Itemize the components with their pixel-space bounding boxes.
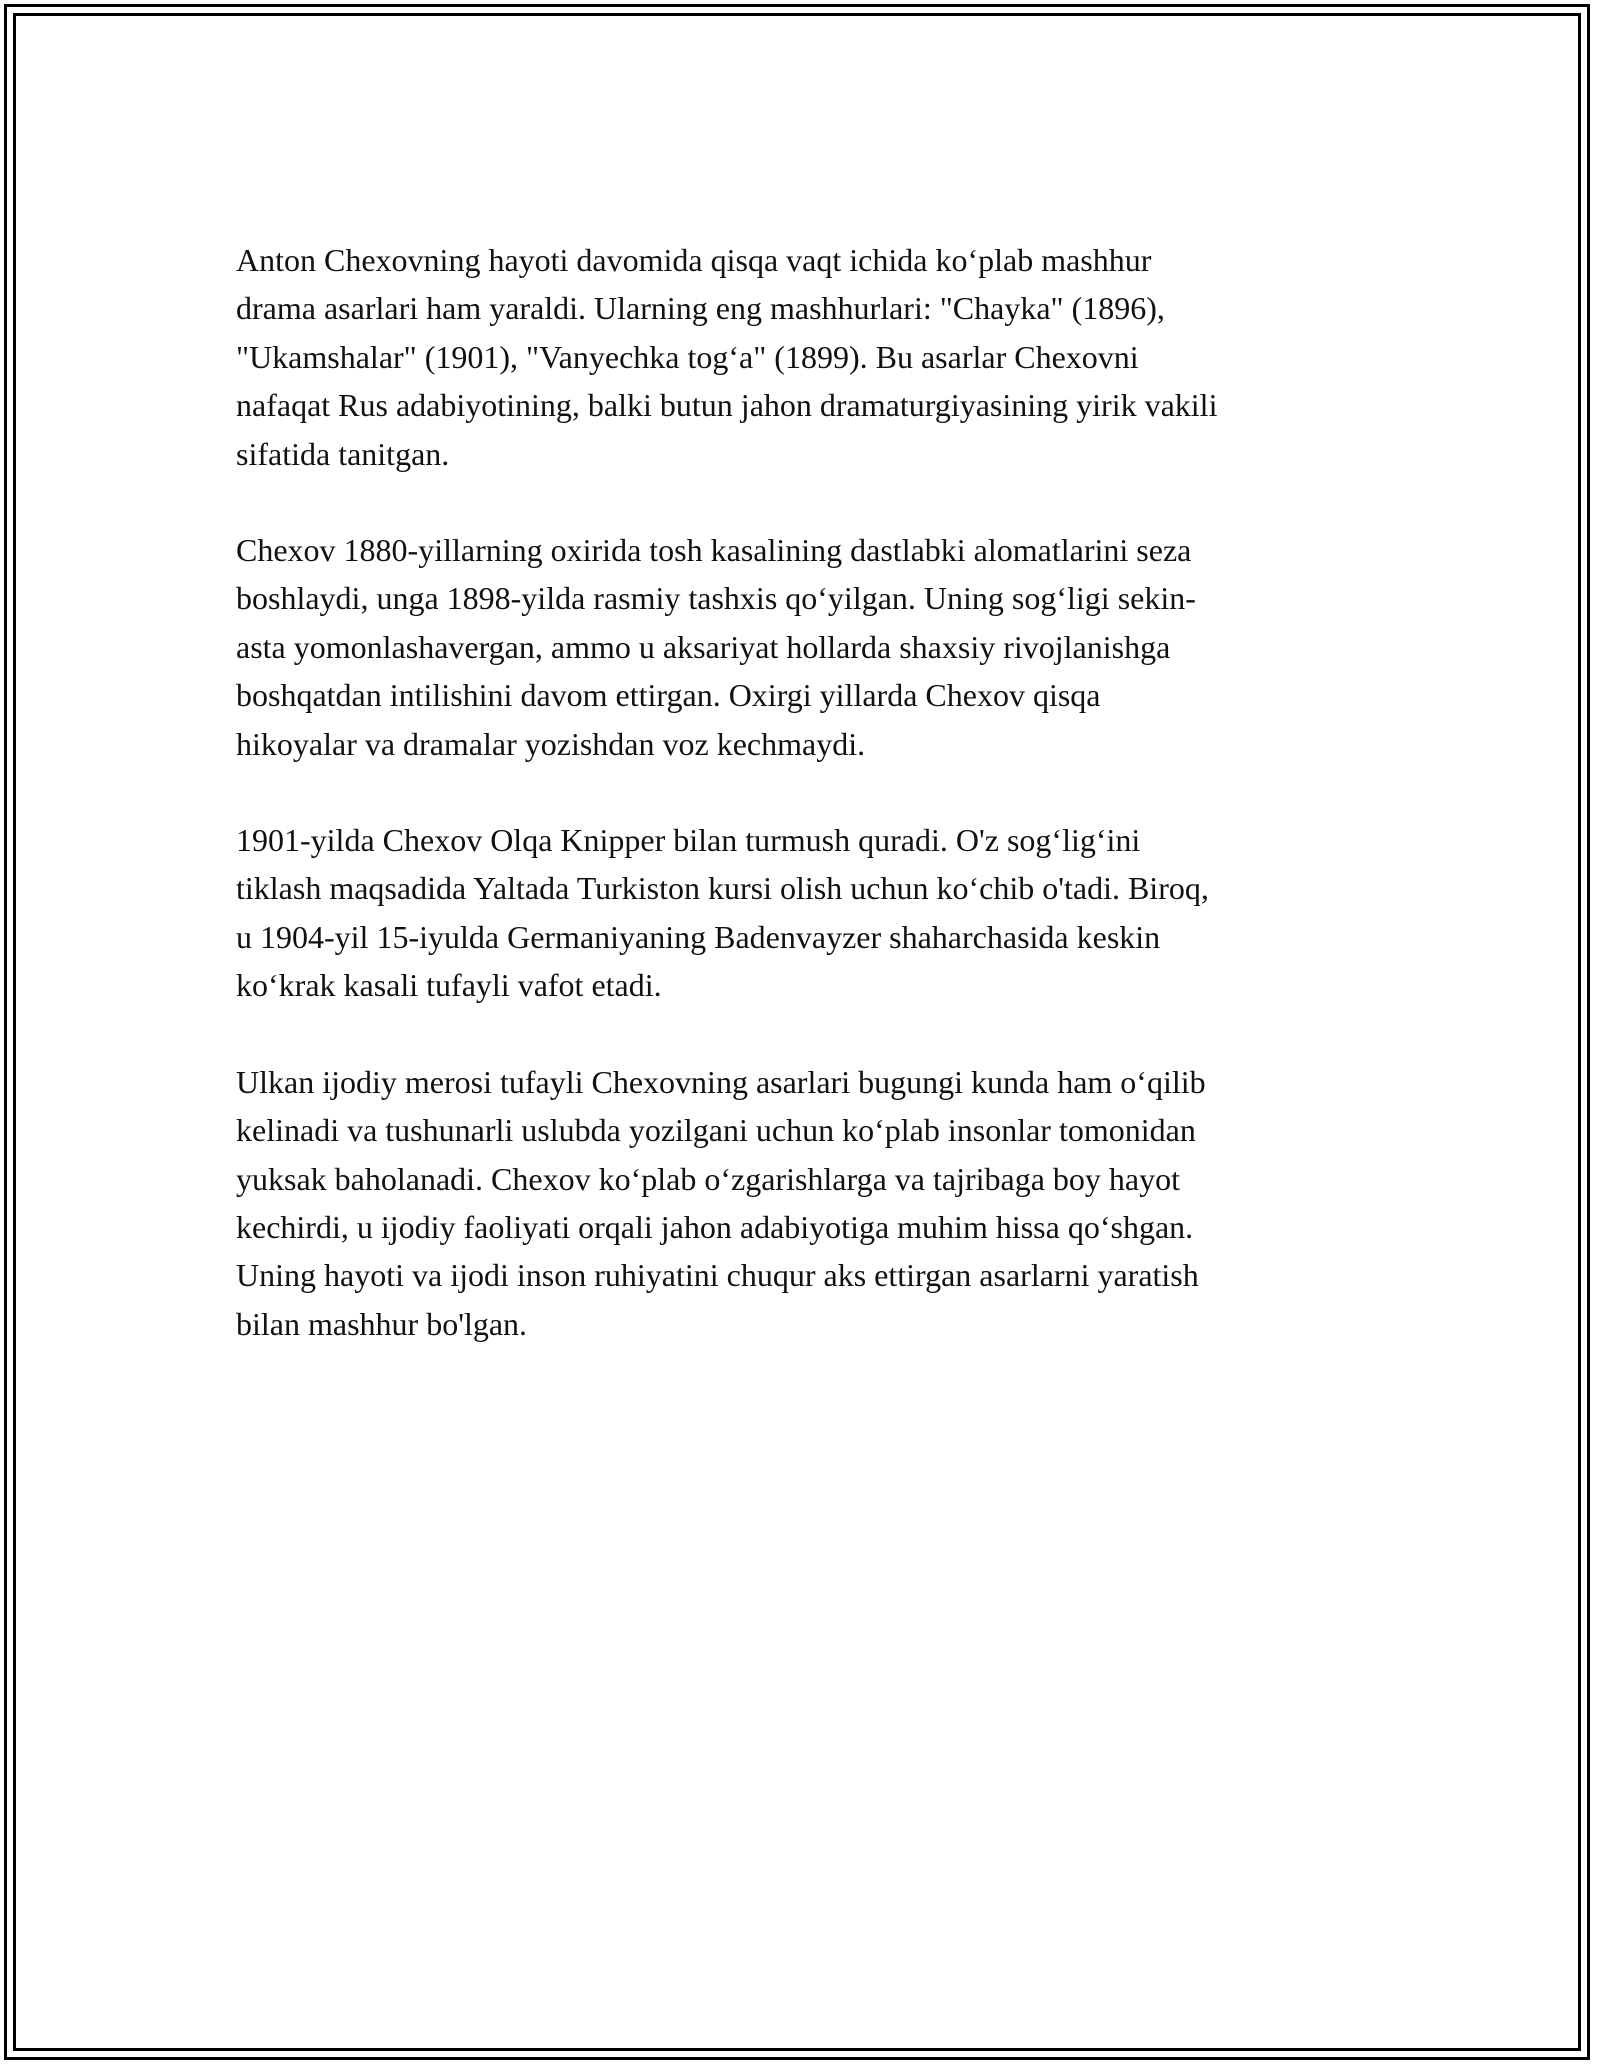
paragraph-1: Anton Chexovning hayoti davomida qisqa vaqt ichida ko‘plab mashhur drama asarlari ham yaraldi. Ularning eng mashhurlari: "Chayka" (1896), "Ukamshalar" (1901), "Vanyechka tog‘a" (1899). Bu asarlar Chexovni nafaqat Rus adabiyotining, balki butun jahon dramaturgiyasining yirik vakili sifatida tanitgan. xyxy=(236,242,1218,472)
paragraph-2: Chexov 1880-yillarning oxirida tosh kasalining dastlabki alomatlarini seza boshlaydi, unga 1898-yilda rasmiy tashxis qo‘yilgan. Uning sog‘ligi sekin- asta yomonlashavergan, ammo u aksariyat hollarda shaxsiy rivojlanishga boshqatdan intilishini davom ettirgan. Oxirgi yillarda Chexov qisqa hikoyalar va dramalar yozishdan voz kechmaydi. xyxy=(236,532,1196,762)
paragraph-4: Ulkan ijodiy merosi tufayli Chexovning asarlari bugungi kunda ham o‘qilib kelinadi va tushunarli uslubda yozilgani uchun ko‘plab insonlar tomonidan yuksak baholanadi. Chexov ko‘plab o‘zgarishlarga va tajribaga boy hayot kechirdi, u ijodiy faoliyati orqali jahon adabiyotiga muhim hissa qo‘shgan. Uning hayoti va ijodi inson ruhiyatini chuqur aks ettirgan asarlarni yaratish bilan mashhur bo'lgan. xyxy=(236,1063,1206,1342)
paragraph-3: 1901-yilda Chexov Olqa Knipper bilan turmush quradi. O'z sog‘lig‘ini tiklash maqsadida Yaltada Turkiston kursi olish uchun ko‘chib o'tadi. Biroq, u 1904-yil 15-iyulda Germaniyaning Badenvayzer shaharchasida keskin ko‘krak kasali tufayli vafot etadi. xyxy=(236,822,1209,1004)
document-body xyxy=(236,236,1366,1396)
